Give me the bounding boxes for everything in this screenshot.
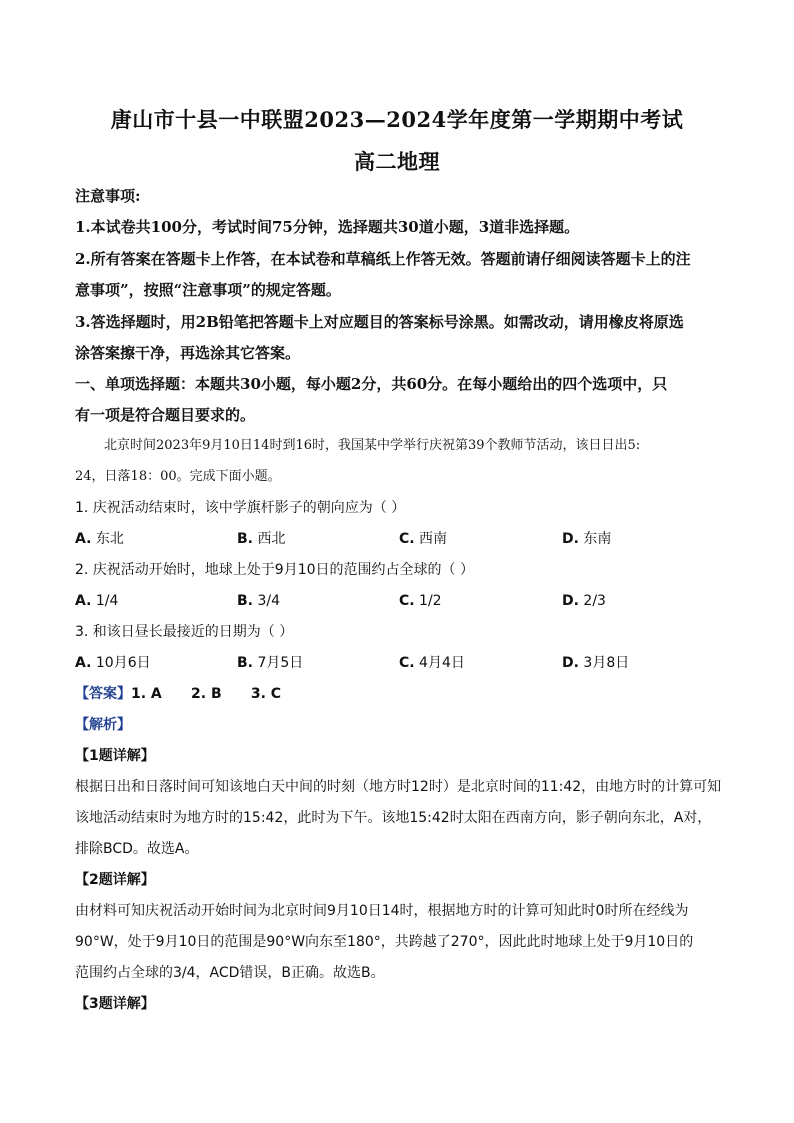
- question-2-option-a[interactable]: [75, 591, 118, 611]
- notice-heading: 注意事项:: [75, 187, 141, 205]
- option-label: B.: [237, 531, 253, 547]
- option-label: C.: [399, 593, 415, 609]
- question-2-option-c[interactable]: [399, 591, 442, 611]
- option-label: C.: [399, 655, 415, 671]
- notice-item-2-line-2: 意事项”，按照“注意事项”的规定答题。: [75, 281, 341, 299]
- q1-analysis-line-1: 根据日出和日落时间可知该地白天中间的时刻（地方时12时）是北京时间的11:42，由地方时的计算可知: [75, 779, 722, 795]
- question-3-option-a[interactable]: [75, 653, 151, 673]
- option-text: 3/4: [257, 593, 280, 609]
- question-2-stem: 2. 庆祝活动开始时，地球上处于9月10日的范围约占全球的（ ）: [75, 562, 474, 578]
- option-label: D.: [562, 655, 579, 671]
- analysis-label: 【解析】: [75, 717, 131, 733]
- option-text: 2/3: [583, 593, 606, 609]
- q1-analysis-heading: 【1题详解】: [75, 748, 155, 764]
- question-2-option-d[interactable]: [562, 591, 606, 611]
- answer-text: 1. A 2. B 3. C: [131, 686, 282, 702]
- option-label: D.: [562, 531, 579, 547]
- question-3-stem: 3. 和该日昼长最接近的日期为（ ）: [75, 624, 294, 640]
- material-line-2: 24，日落18：00。完成下面小题。: [75, 469, 281, 484]
- question-2-option-b[interactable]: [237, 591, 280, 611]
- question-3-option-b[interactable]: [237, 653, 303, 673]
- option-text: 东南: [583, 531, 612, 547]
- option-label: A.: [75, 593, 92, 609]
- option-label: A.: [75, 531, 92, 547]
- section-heading-line-1: 一、单项选择题：本题共30小题，每小题2分，共60分。在每小题给出的四个选项中，只: [75, 375, 668, 393]
- option-text: 1/4: [95, 593, 119, 609]
- q1-analysis-line-3: 排除BCD。故选A。: [75, 841, 199, 857]
- option-text: 1/2: [419, 593, 442, 609]
- notice-item-2-line-1: 2.所有答案在答题卡上作答，在本试卷和草稿纸上作答无效。答题前请仔细阅读答题卡上的注: [75, 250, 691, 268]
- notice-item-3-line-1: 3.答选择题时，用2B铅笔把答题卡上对应题目的答案标号涂黑。如需改动，请用橡皮将原选: [75, 313, 684, 331]
- option-label: D.: [562, 593, 579, 609]
- question-1-option-d[interactable]: [562, 529, 611, 549]
- option-text: 4月4日: [419, 655, 465, 671]
- question-1-stem: 1. 庆祝活动结束时，该中学旗杆影子的朝向应为（ ）: [75, 500, 406, 516]
- q2-analysis-line-1: 由材料可知庆祝活动开始时间为北京时间9月10日14时，根据地方时的计算可知此时0时所在经线为: [75, 903, 689, 919]
- answer-line: [75, 684, 734, 704]
- option-text: 10月6日: [95, 655, 151, 671]
- q3-analysis-heading: 【3题详解】: [75, 996, 155, 1012]
- question-3-option-d[interactable]: [562, 653, 629, 673]
- answer-label: 【答案】: [75, 686, 131, 702]
- option-text: 西南: [419, 531, 448, 547]
- question-3-option-c[interactable]: [399, 653, 465, 673]
- option-text: 7月5日: [257, 655, 304, 671]
- q2-analysis-heading: 【2题详解】: [75, 872, 155, 888]
- notice-item-1: 1.本试卷共100分，考试时间75分钟，选择题共30道小题，3道非选择题。: [75, 218, 580, 236]
- notice-item-3-line-2: 涂答案擦干净，再选涂其它答案。: [75, 344, 301, 362]
- question-1-option-a[interactable]: [75, 529, 124, 549]
- option-text: 西北: [257, 531, 286, 547]
- option-label: A.: [75, 655, 92, 671]
- option-text: 3月8日: [583, 655, 630, 671]
- option-label: C.: [399, 531, 415, 547]
- q2-analysis-line-2: 90°W，处于9月10日的范围是90°W向东至180°，共跨越了270°，因此此时地球上处于9月10日的: [75, 934, 694, 950]
- question-1-option-b[interactable]: [237, 529, 285, 549]
- section-heading-line-2: 有一项是符合题目要求的。: [75, 406, 256, 424]
- q1-analysis-line-2: 该地活动结束时为地方时的15:42，此时为下午。该地15:42时太阳在西南方向，影子朝向东北，A对，: [75, 810, 712, 826]
- exam-subject: 高二地理: [354, 149, 440, 174]
- material-line-1: 北京时间2023年9月10日14时到16时，我国某中学举行庆祝第39个教师节活动，该日日出5:: [104, 438, 641, 453]
- exam-title: 唐山市十县一中联盟2023—2024学年度第一学期期中考试: [110, 107, 684, 132]
- q2-analysis-line-3: 范围约占全球的3/4，ACD错误，B正确。故选B。: [75, 965, 385, 981]
- option-text: 东北: [95, 531, 124, 547]
- option-label: B.: [237, 655, 253, 671]
- option-label: B.: [237, 593, 253, 609]
- question-1-option-c[interactable]: [399, 529, 447, 549]
